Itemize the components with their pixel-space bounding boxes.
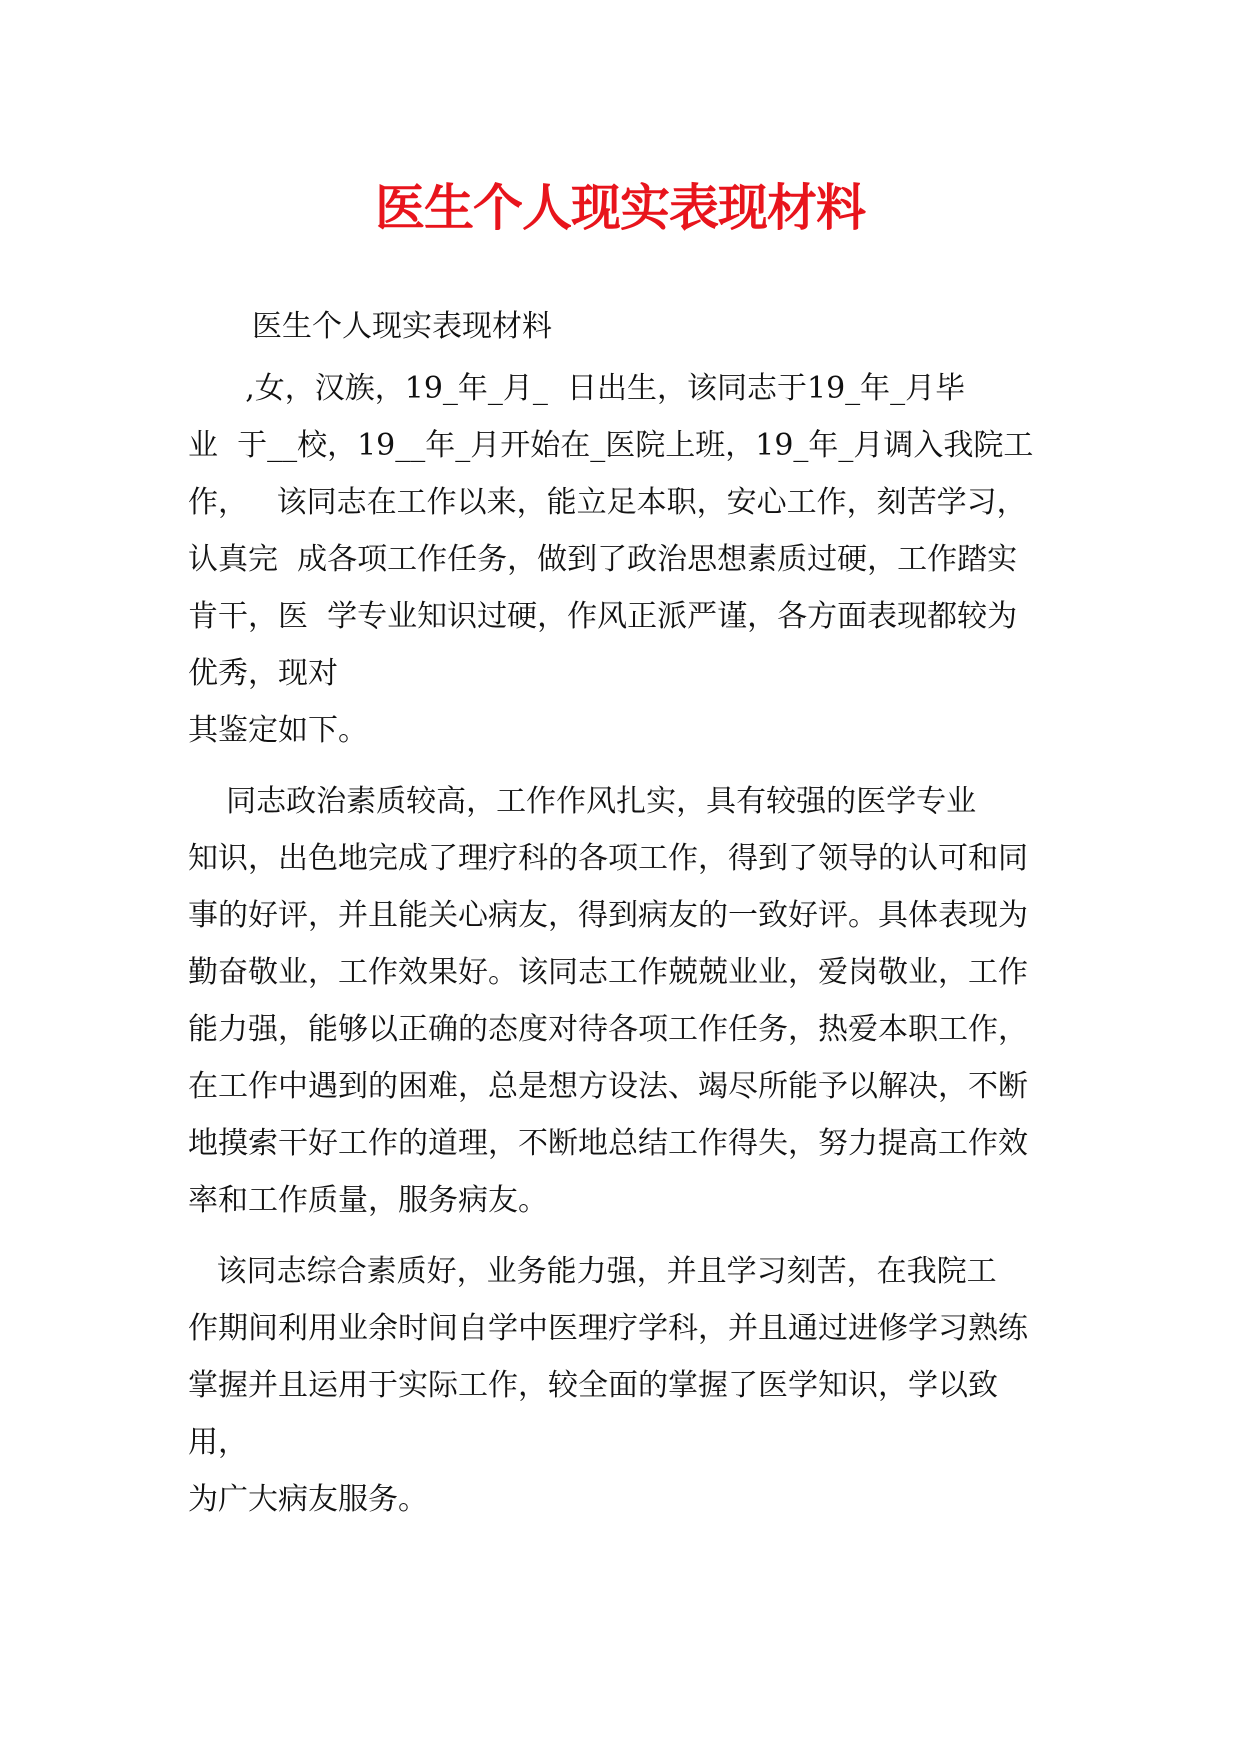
paragraph-line: 同志政治素质较高，工作作风扎实，具有较强的医学专业 bbox=[188, 784, 977, 819]
paragraph-line: 其鉴定如下。 bbox=[188, 713, 368, 748]
paragraph-line: 业 于__校，19__年_月开始在_医院上班，19_年_月调入我院工 bbox=[188, 428, 1034, 463]
paragraph-2 bbox=[188, 773, 1068, 1229]
paragraph-line: 该同志综合素质好，业务能力强，并且学习刻苦，在我院工 bbox=[188, 1254, 997, 1289]
paragraph-line: 作， 该同志在工作以来，能立足本职，安心工作，刻苦学习， bbox=[188, 485, 1027, 520]
paragraph-line: 率和工作质量，服务病友。 bbox=[188, 1183, 548, 1218]
paragraph-3 bbox=[188, 1243, 1068, 1528]
paragraph-1 bbox=[188, 360, 1068, 759]
paragraph-line: 肯干，医 学专业知识过硬，作风正派严谨，各方面表现都较为 bbox=[188, 599, 1018, 634]
paragraph-line: 认真完 成各项工作任务，做到了政治思想素质过硬，工作踏实 bbox=[188, 542, 1018, 577]
paragraph-line: 用， bbox=[188, 1425, 248, 1460]
paragraph-line: 知识，出色地完成了理疗科的各项工作，得到了领导的认可和同 bbox=[188, 841, 1028, 876]
paragraph-line: 勤奋敬业，工作效果好。该同志工作兢兢业业，爱岗敬业，工作 bbox=[188, 955, 1028, 990]
paragraph-line: 优秀，现对 bbox=[188, 656, 338, 691]
document-subtitle bbox=[188, 298, 1068, 355]
paragraph-line: 能力强，能够以正确的态度对待各项工作任务，热爱本职工作， bbox=[188, 1012, 1028, 1047]
paragraph-line: 作期间利用业余时间自学中医理疗学科，并且通过进修学习熟练 bbox=[188, 1311, 1028, 1346]
paragraph-line: 掌握并且运用于实际工作，较全面的掌握了医学知识，学以致 bbox=[188, 1368, 998, 1403]
paragraph-line: 在工作中遇到的困难，总是想方设法、竭尽所能予以解决，不断 bbox=[188, 1069, 1028, 1104]
paragraph-line: 地摸索干好工作的道理，不断地总结工作得失，努力提高工作效 bbox=[188, 1126, 1028, 1161]
subtitle-text: 医生个人现实表现材料 bbox=[252, 309, 552, 344]
paragraph-line: 事的好评，并且能关心病友，得到病友的一致好评。具体表现为 bbox=[188, 898, 1028, 933]
paragraph-line: 为广大病友服务。 bbox=[188, 1482, 428, 1517]
paragraph-line: ,女，汉族，19_年_月_ 日出生，该同志于19_年_月毕 bbox=[188, 371, 966, 406]
document-title: 医生个人现实表现材料 bbox=[375, 179, 865, 237]
